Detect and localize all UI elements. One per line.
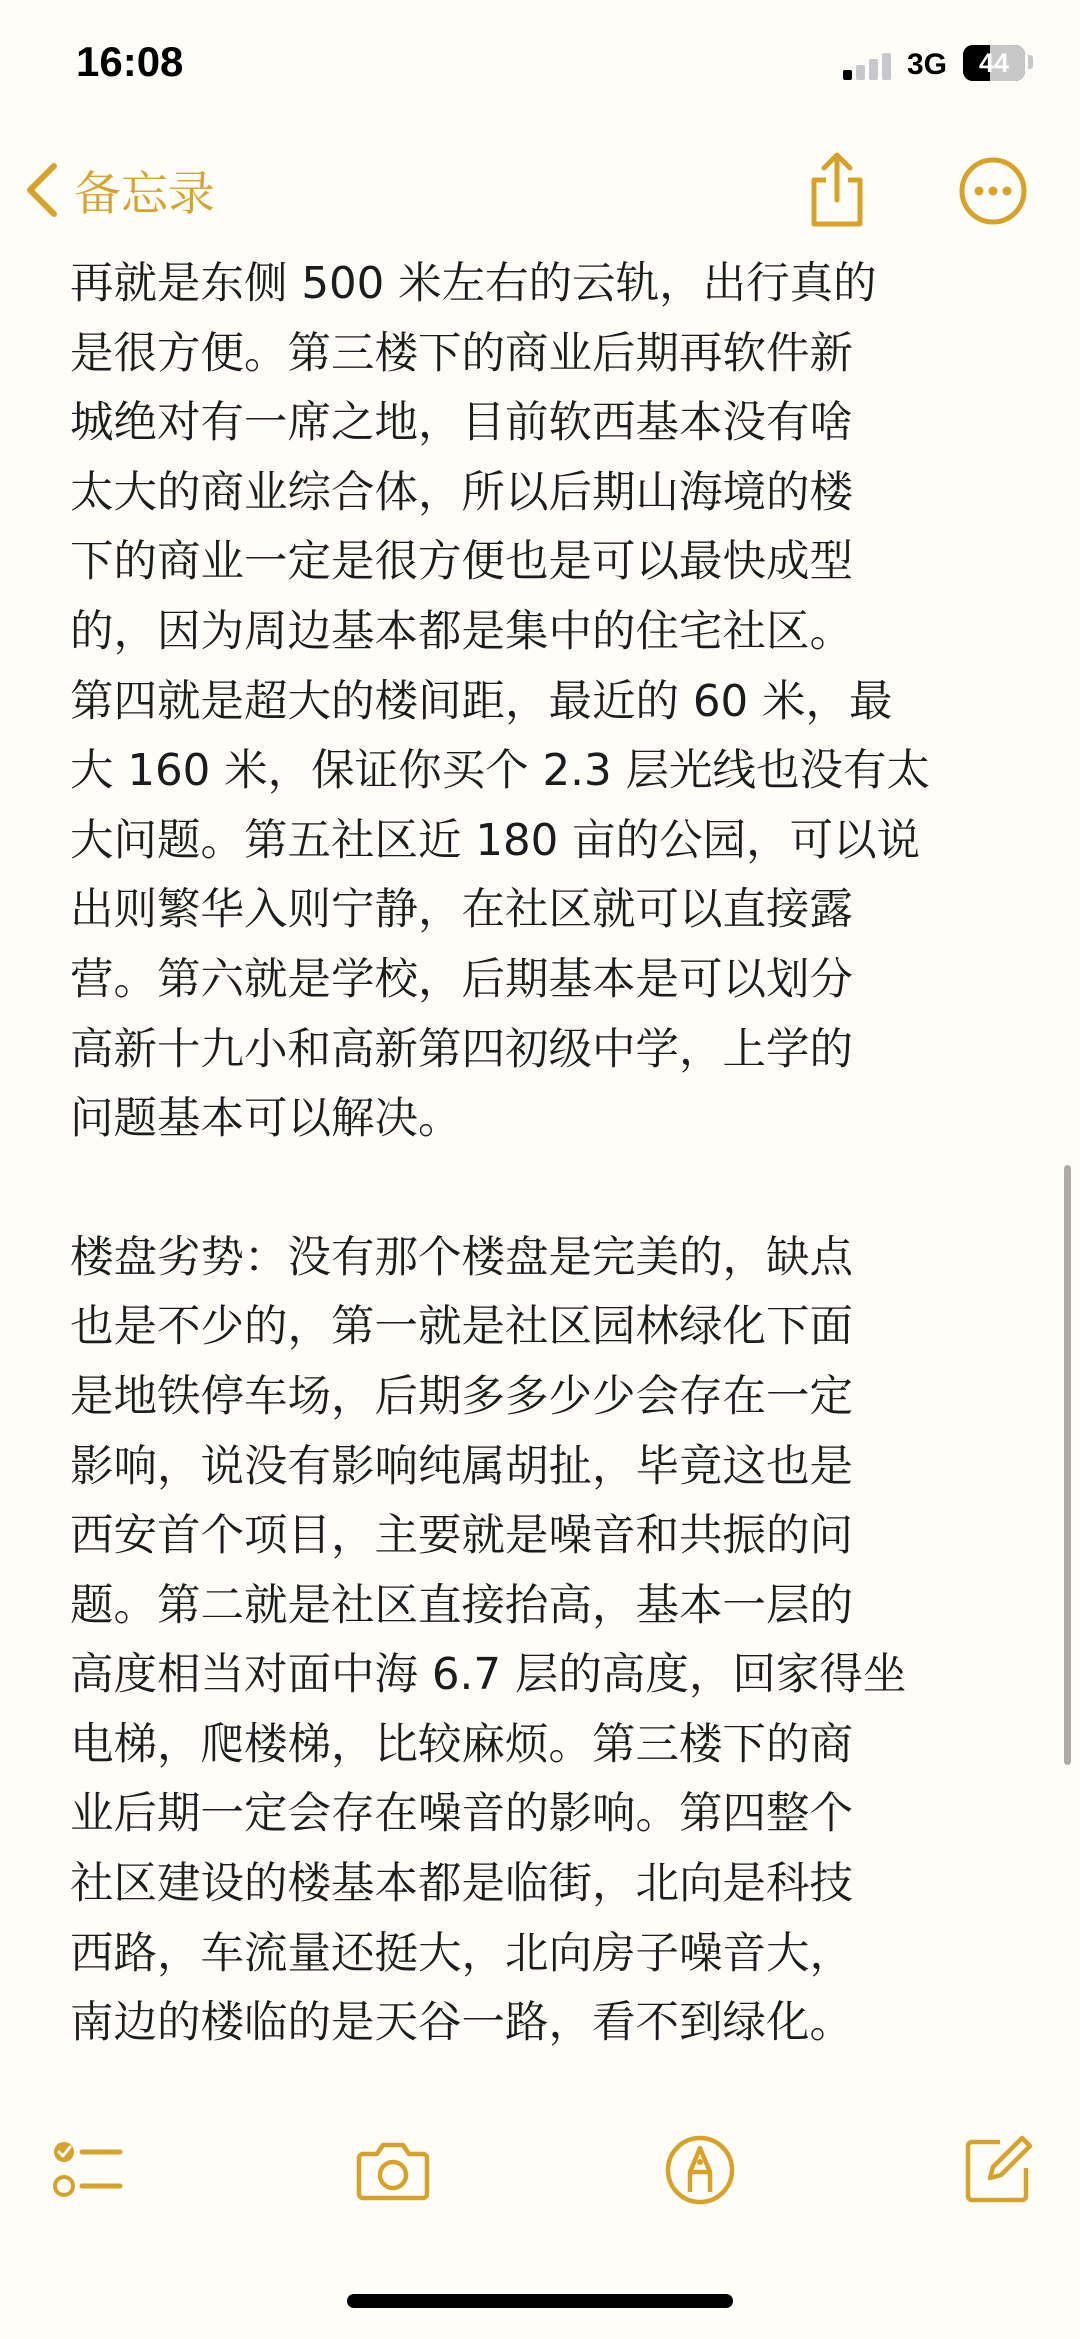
home-indicator[interactable] bbox=[347, 2294, 733, 2308]
scrollbar[interactable] bbox=[1064, 1165, 1071, 1765]
chevron-left-icon bbox=[24, 160, 60, 220]
battery-tip bbox=[1028, 55, 1033, 69]
battery-icon bbox=[963, 45, 1025, 81]
checklist-icon bbox=[50, 2132, 126, 2208]
cellular-signal-icon bbox=[843, 52, 893, 80]
navigation-bar bbox=[0, 130, 1080, 250]
markup-pen-icon bbox=[662, 2132, 738, 2208]
ellipsis-circle-icon bbox=[958, 156, 1028, 226]
network-type: 3G bbox=[907, 48, 948, 81]
camera-icon bbox=[355, 2132, 431, 2208]
note-content[interactable] bbox=[70, 250, 1040, 2059]
bottom-toolbar bbox=[0, 2120, 1080, 2250]
status-bar bbox=[0, 0, 1080, 130]
compose-button[interactable] bbox=[960, 2132, 1036, 2208]
more-button[interactable] bbox=[958, 156, 1028, 226]
share-icon bbox=[804, 150, 870, 230]
note-paragraph-disadvantages: 楼盘劣势：没有那个楼盘是完美的，缺点 也是不少的，第一就是社区园林绿化下面 是地铁停车场，后期多多少少会存在一定 影响，说没有影响纯属胡扯，毕竟这也是 西安首个项目，主要就是噪音和共振的问 题。第二就是社区直接抬高，基本一层的 高度相当对面中海 6.7 层的高度，回家得坐 电梯，爬楼梯，比较麻烦。第三楼下的商 业后期一定会存在噪音的影响。第四整个 社区建设的楼基本都是临街，北向是科技 西路，车流量还挺大，北向房子噪音大， 南边的楼临的是天谷一路，看不到绿化。 bbox=[70, 1232, 907, 2049]
markup-button[interactable] bbox=[662, 2132, 738, 2208]
share-button[interactable] bbox=[804, 150, 870, 230]
back-label: 备忘录 bbox=[74, 166, 215, 222]
status-time: 16:08 bbox=[76, 38, 184, 85]
paragraph-spacer bbox=[70, 1155, 1040, 1224]
note-paragraph-advantages: 再就是东侧 500 米左右的云轨，出行真的 是很方便。第三楼下的商业后期再软件新 城绝对有一席之地，目前软西基本没有啥 太大的商业综合体，所以后期山海境的楼 下的商业一定是很方便也是可以最快成型 的，因为周边基本都是集中的住宅社区。 第四就是超大的楼间距，最近的 60 米，最 大 160 米，保证你买个 2.3 层光线也没有太 大问题。第五社区近 180 亩的公园，可以说 出则繁华入则宁静，在社区就可以直接露 营。第六就是学校，后期基本是可以划分 高新十九小和高新第四初级中学，上学的 问题基本可以解决。 bbox=[70, 259, 931, 1145]
compose-icon bbox=[960, 2132, 1036, 2208]
battery-level: 44 bbox=[978, 48, 1010, 78]
camera-button[interactable] bbox=[355, 2132, 431, 2208]
back-button[interactable] bbox=[24, 150, 215, 230]
checklist-button[interactable] bbox=[50, 2132, 126, 2208]
